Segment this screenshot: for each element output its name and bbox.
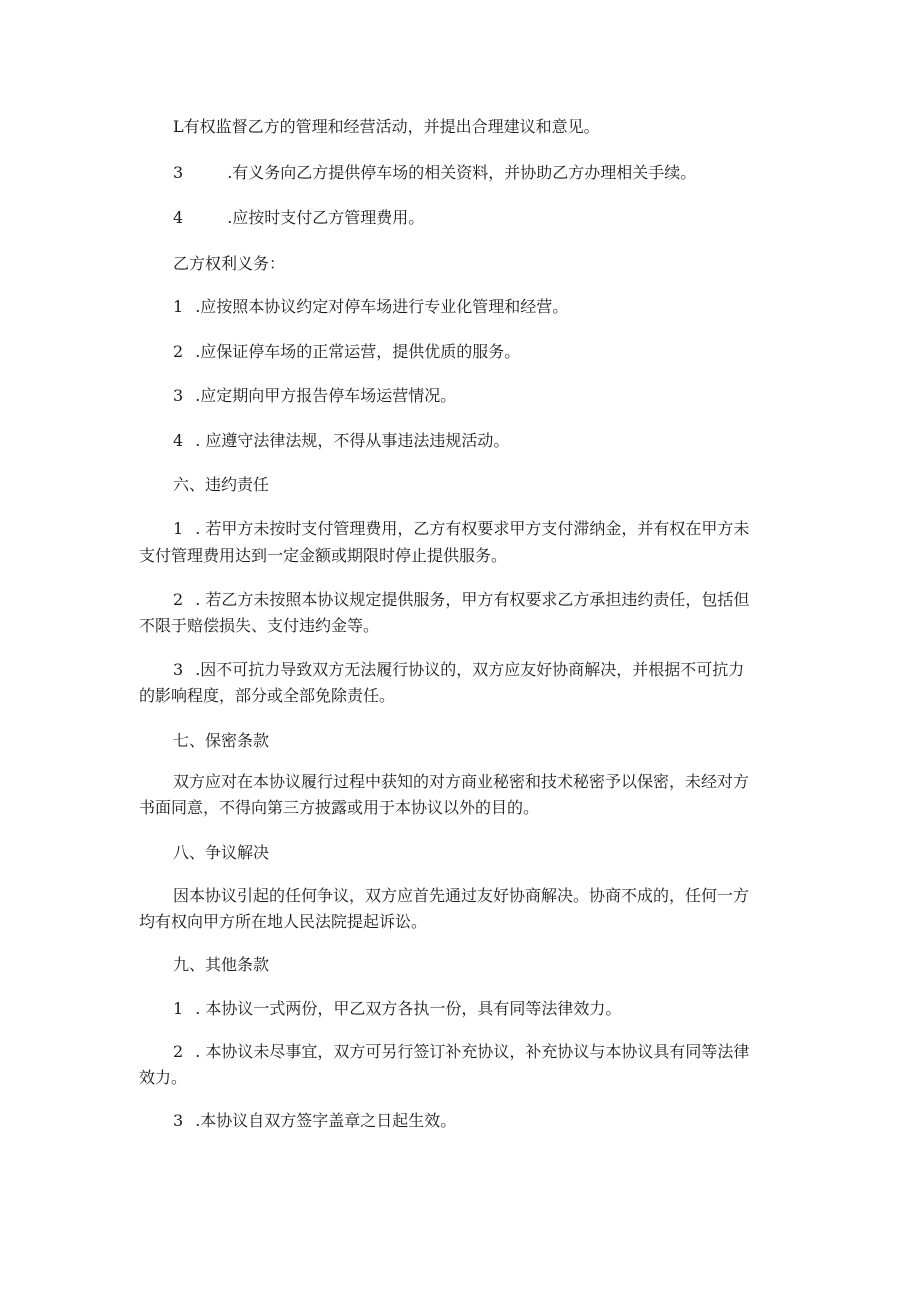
list-item-2 bbox=[173, 342, 520, 362]
section-heading-confidentiality bbox=[173, 731, 269, 751]
list-item-text: . 若乙方未按照本协议规定提供服务，甲方有权要求乙方承担违约责任，包括但 bbox=[195, 590, 750, 609]
list-item-3 bbox=[173, 386, 456, 406]
list-item-text: 的影响程度，部分或全部免除责任。 bbox=[139, 686, 396, 705]
heading-text: 六、违约责任 bbox=[173, 475, 270, 494]
list-item-text: .本协议自双方签字盖章之日起生效。 bbox=[195, 1111, 457, 1130]
list-item-continuation bbox=[139, 546, 507, 566]
list-number: 1 bbox=[173, 297, 184, 316]
list-item-text: . 应遵守法律法规，不得从事违法违规活动。 bbox=[195, 431, 510, 450]
list-item-1 bbox=[173, 999, 621, 1019]
list-item-1 bbox=[173, 297, 568, 317]
list-number: 3 bbox=[173, 660, 184, 679]
list-number: 1 bbox=[173, 999, 184, 1018]
list-item-3 bbox=[173, 1111, 456, 1131]
list-number: 1 bbox=[173, 519, 184, 538]
list-item-4 bbox=[173, 208, 424, 228]
list-item-2 bbox=[173, 590, 749, 610]
list-item-continuation bbox=[139, 686, 395, 706]
list-number: 3 bbox=[173, 163, 184, 182]
list-number: 2 bbox=[173, 590, 184, 609]
list-item-continuation bbox=[139, 1068, 187, 1088]
section-heading-dispute bbox=[173, 843, 269, 863]
list-item-text: .因不可抗力导致双方无法履行协议的，双方应友好协商解决，并根据不可抗力 bbox=[195, 660, 745, 679]
paragraph-confidentiality bbox=[173, 772, 749, 792]
paragraph-dispute bbox=[173, 886, 749, 906]
list-item-text: . 本协议一式两份，甲乙双方各执一份，具有同等法律效力。 bbox=[195, 999, 622, 1018]
list-item-text: .应按时支付乙方管理费用。 bbox=[227, 208, 425, 227]
heading-text: 八、争议解决 bbox=[173, 843, 270, 862]
list-item-3 bbox=[173, 660, 744, 680]
paragraph-continuation bbox=[139, 798, 539, 818]
paragraph-text: L有权监督乙方的管理和经营活动，并提出合理建议和意见。 bbox=[173, 117, 600, 136]
paragraph-l bbox=[173, 117, 600, 137]
paragraph-text: 因本协议引起的任何争议，双方应首先通过友好协商解决。协商不成的，任何一方 bbox=[173, 886, 750, 905]
list-item-3 bbox=[173, 163, 696, 183]
list-item-2 bbox=[173, 1042, 749, 1062]
list-item-text: 支付管理费用达到一定金额或期限时停止提供服务。 bbox=[139, 546, 508, 565]
list-item-1 bbox=[173, 519, 749, 539]
paragraph-text: 均有权向甲方所在地人民法院提起诉讼。 bbox=[139, 912, 428, 931]
paragraph-text: 双方应对在本协议履行过程中获知的对方商业秘密和技术秘密予以保密，未经对方 bbox=[173, 772, 750, 791]
section-heading-breach bbox=[173, 475, 269, 495]
list-item-text: 效力。 bbox=[139, 1068, 188, 1087]
list-number: 2 bbox=[173, 1042, 184, 1061]
list-item-text: .应定期向甲方报告停车场运营情况。 bbox=[195, 386, 457, 405]
heading-text: 乙方权利义务： bbox=[173, 254, 286, 273]
heading-text: 七、保密条款 bbox=[173, 731, 270, 750]
paragraph-text: 书面同意，不得向第三方披露或用于本协议以外的目的。 bbox=[139, 798, 540, 817]
list-item-text: 不限于赔偿损失、支付违约金等。 bbox=[139, 616, 380, 635]
list-number: 3 bbox=[173, 386, 184, 405]
list-item-text: .应保证停车场的正常运营，提供优质的服务。 bbox=[195, 342, 521, 361]
list-item-4 bbox=[173, 431, 509, 451]
list-item-text: .有义务向乙方提供停车场的相关资料，并协助乙方办理相关手续。 bbox=[227, 163, 697, 182]
section-heading-party-b bbox=[173, 254, 285, 274]
list-item-text: . 若甲方未按时支付管理费用，乙方有权要求甲方支付滞纳金，并有权在甲方未 bbox=[195, 519, 750, 538]
list-number: 2 bbox=[173, 342, 184, 361]
heading-text: 九、其他条款 bbox=[173, 955, 270, 974]
list-number: 4 bbox=[173, 431, 184, 450]
list-item-text: .应按照本协议约定对停车场进行专业化管理和经营。 bbox=[195, 297, 569, 316]
list-item-continuation bbox=[139, 616, 379, 636]
section-heading-other bbox=[173, 955, 269, 975]
paragraph-continuation bbox=[139, 912, 427, 932]
list-number: 4 bbox=[173, 208, 184, 227]
list-number: 3 bbox=[173, 1111, 184, 1130]
list-item-text: . 本协议未尽事宜，双方可另行签订补充协议，补充协议与本协议具有同等法律 bbox=[195, 1042, 750, 1061]
